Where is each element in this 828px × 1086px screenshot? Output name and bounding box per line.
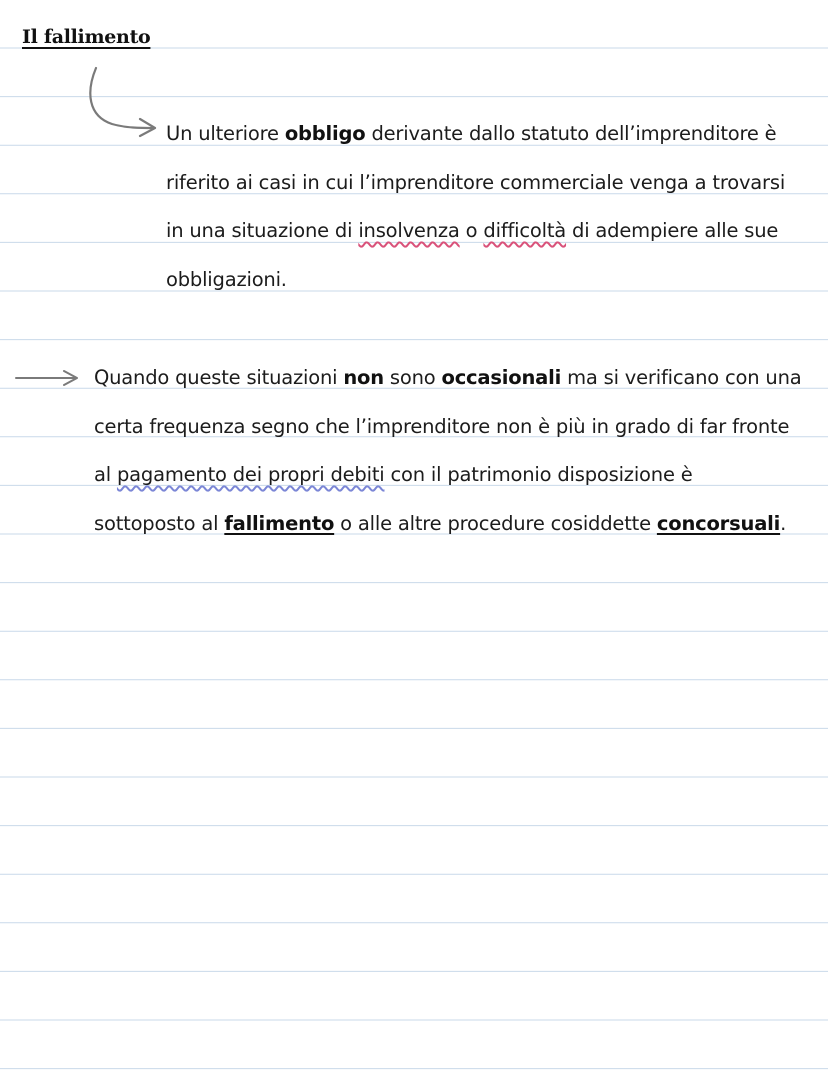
paragraph-1-line — [166, 110, 785, 159]
paragraph-1-text-segment: o — [459, 219, 484, 243]
paragraph-2-text-segment: fallimento — [224, 511, 335, 535]
page-title: Il fallimento — [22, 26, 151, 48]
paragraph-1-text-segment: riferito ai casi in cui l’imprenditore commerciale venga a trovarsi — [166, 170, 786, 194]
paragraph-2-line — [94, 451, 802, 500]
paragraph-2-line — [94, 403, 802, 452]
paragraph-1-text-segment: di adempiere alle sue — [566, 219, 779, 243]
paragraph-1-text-segment: difficoltà — [483, 219, 567, 243]
paragraph-1-line — [166, 256, 785, 305]
paragraph-1-text-segment: insolvenza — [358, 219, 460, 243]
paragraph-2-text-segment: ma si verificano con una — [561, 366, 802, 389]
paragraph-1-text-segment: derivante dallo statuto dell’imprenditore è — [365, 122, 777, 145]
paragraph-1-text-segment: Un ulteriore — [166, 122, 285, 145]
paragraph-1-line — [166, 159, 785, 208]
paragraph-2-text-segment: con il patrimonio disposizione è — [384, 463, 693, 487]
paragraph-2-text-segment: non — [343, 366, 384, 389]
paragraph-2-line — [94, 354, 802, 403]
paragraph-2-text-segment: o alle altre procedure cosiddette — [334, 511, 657, 535]
paragraph-2-text-segment: al — [94, 463, 117, 487]
paragraph-2-text-segment: pagamento dei propri debiti — [116, 463, 385, 487]
paragraph-2-text-segment: concorsuali — [656, 511, 781, 535]
paragraph-1-text-segment: obbligazioni. — [166, 267, 287, 291]
paragraph-2-text-segment: sono — [383, 366, 442, 389]
paragraph-2-text-segment: . — [780, 511, 787, 535]
paragraph-2-line — [94, 500, 802, 549]
paragraph-2 — [94, 354, 802, 548]
paragraph-1-text-segment: obbligo — [284, 122, 366, 145]
paragraph-2-text-segment: Quando queste situazioni — [94, 366, 344, 389]
paragraph-2-text-segment: certa frequenza segno che l’imprenditore non è più in grado di far fronte — [94, 414, 790, 438]
paragraph-1-line — [166, 207, 785, 256]
paragraph-2-text-segment: sottoposto al — [94, 511, 225, 535]
paragraph-2-text-segment: occasionali — [441, 366, 562, 389]
paragraph-1 — [166, 110, 785, 304]
paragraph-1-text-segment: in una situazione di — [166, 219, 359, 243]
